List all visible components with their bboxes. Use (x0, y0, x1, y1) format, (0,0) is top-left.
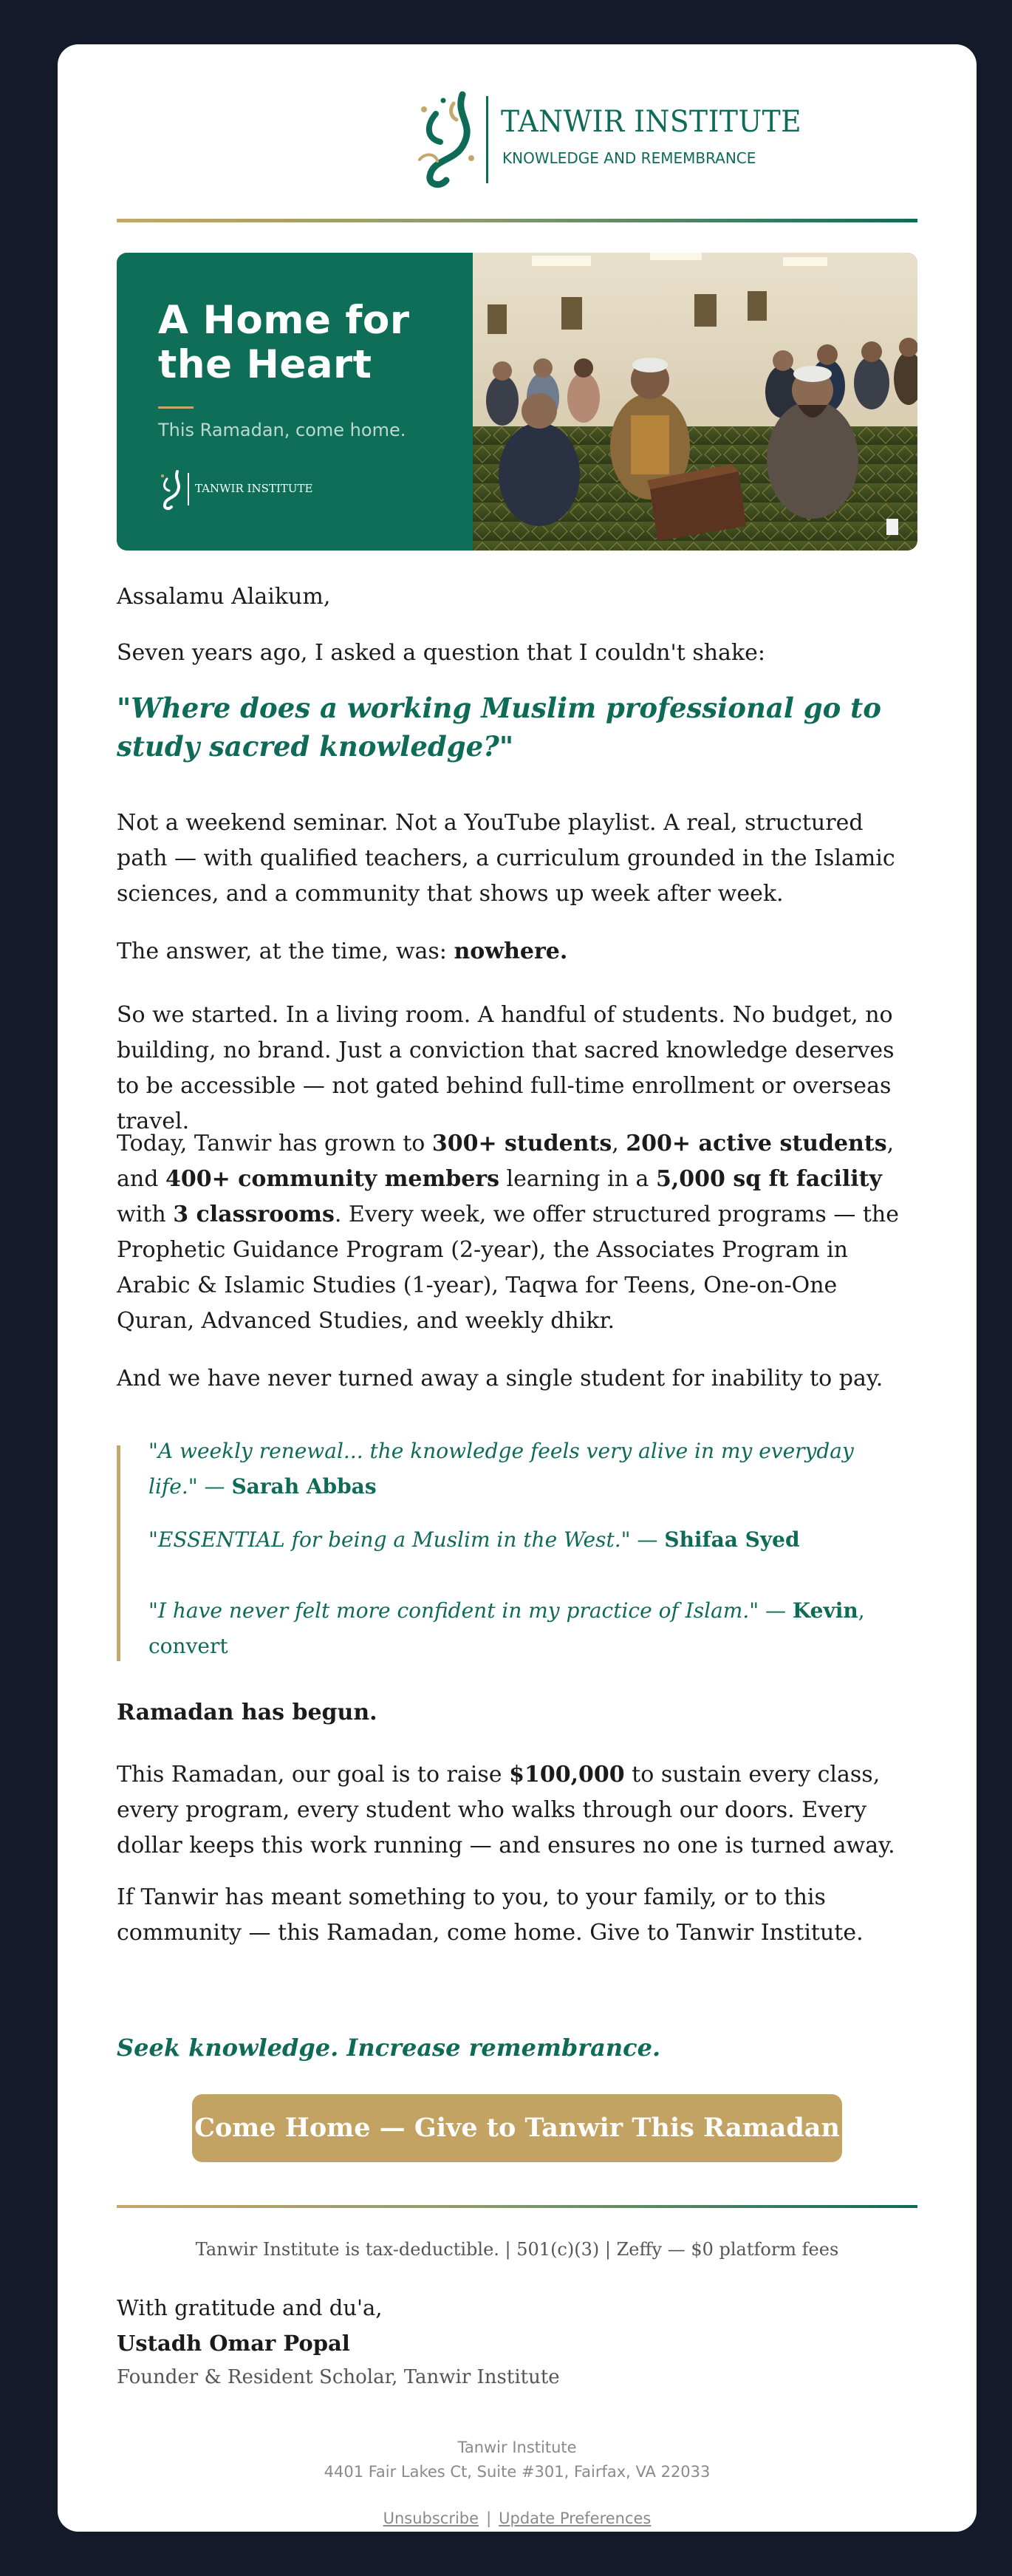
header-rule (117, 219, 917, 222)
testimonial (148, 1522, 909, 1558)
donate-button[interactable]: Come Home — Give to Tanwir This Ramadan (192, 2094, 842, 2162)
appeal-text: to sustain every class, every program, every student who walks through our doors. Every dollar keeps this work running — and ensures no one is turned away. (117, 1762, 895, 1858)
p4-text: with (117, 1202, 174, 1227)
testimonial-author: Shifaa Syed (664, 1527, 800, 1552)
p4-text: . Every week, we offer structured programs — the Prophetic Guidance Program (2-year), the Associates Program in Arabic & Islamic Studies (1-year), Taqwa for Teens, One-on-One Quran, Advanced Studies, and weekly dhikr. (117, 1202, 899, 1334)
hero-logo-icon (158, 467, 185, 511)
testimonial-quote: "ESSENTIAL for being a Muslim in the West." (148, 1527, 631, 1552)
stat-classrooms: 3 classrooms (173, 1202, 335, 1227)
logo-title: TANWIR INSTITUTE (501, 105, 802, 139)
testimonial-quote: "A weekly renewal... the knowledge feels very alive in my everyday life." (148, 1439, 854, 1499)
testimonial-quote: "I have never felt more confident in my practice of Islam." (148, 1598, 759, 1623)
email-card (58, 44, 977, 2532)
testimonial (148, 1593, 909, 1664)
paragraph-4 (117, 1126, 917, 1339)
closing-line: With gratitude and du'a, (117, 2295, 383, 2320)
paragraph-2 (117, 934, 917, 970)
hero-banner (117, 253, 917, 551)
p4-text: , and (117, 1131, 895, 1192)
signer-name: Ustadh Omar Popal (117, 2331, 350, 2356)
paragraph-5: And we have never turned away a single student for inability to pay. (117, 1366, 883, 1391)
unsubscribe-link[interactable]: Unsubscribe (383, 2509, 479, 2527)
stat-active-students: 200+ active students (626, 1131, 887, 1156)
paragraph-1: Not a weekend seminar. Not a YouTube playlist. A real, structured path — with qualified teachers, a curriculum grounded in the Islamic sciences, and a community that shows up week after week. (117, 810, 895, 907)
classroom-photo-icon (473, 253, 917, 551)
logo-subtitle: KNOWLEDGE AND REMEMBRANCE (502, 149, 756, 167)
paragraph-2-text: The answer, at the time, was: (117, 938, 454, 964)
hero-logo (158, 467, 321, 511)
testimonials-block (117, 1439, 917, 1661)
footer-link-separator: | (486, 2509, 492, 2527)
email-content (117, 44, 917, 2532)
intro-paragraph: Seven years ago, I asked a question that I couldn't shake: (117, 640, 765, 666)
hero-title-line2: the Heart (158, 342, 372, 387)
featured-question: "Where does a working Muslim professional go to study sacred knowledge?" (117, 692, 881, 763)
testimonial-dash: — (630, 1527, 665, 1552)
appeal-text: This Ramadan, our goal is to raise (117, 1762, 510, 1788)
appeal-heading: Ramadan has begun. (117, 1700, 377, 1725)
footer-address: 4401 Fair Lakes Ct, Suite #301, Fairfax, VA 22033 (324, 2463, 711, 2481)
logo-divider (486, 96, 488, 183)
hero-logo-text: TANWIR INSTITUTE (195, 482, 313, 495)
tanwir-calligraphy-logo-icon (411, 87, 482, 191)
hero-title-line1: A Home for (158, 298, 410, 343)
testimonial-author: Kevin (792, 1598, 858, 1623)
footer-org-name: Tanwir Institute (457, 2439, 577, 2456)
testimonial (148, 1434, 909, 1505)
paragraph-3: So we started. In a living room. A handful of students. No budget, no building, no brand. Just a conviction that sacred knowledge deserves to be accessible — not gated behind full-time enrollment or overseas travel. (117, 1002, 895, 1134)
footer-rule (117, 2205, 917, 2208)
testimonial-dash: — (759, 1598, 793, 1623)
p4-text: learning in a (499, 1166, 656, 1192)
update-preferences-link[interactable]: Update Preferences (499, 2509, 652, 2527)
header-logo (117, 87, 917, 198)
stat-students: 300+ students (431, 1131, 612, 1156)
testimonial-dash: — (197, 1474, 232, 1499)
stat-community: 400+ community members (165, 1166, 500, 1192)
hero-title (158, 299, 454, 387)
hero-gold-accent (158, 406, 194, 409)
hero-text-panel (117, 253, 473, 551)
footer-links (117, 2509, 917, 2527)
p4-text: , (612, 1131, 626, 1156)
paragraph-2-bold: nowhere. (454, 938, 568, 964)
stat-facility: 5,000 sq ft facility (655, 1166, 882, 1192)
appeal-paragraph-1 (117, 1757, 917, 1864)
greeting: Assalamu Alaikum, (117, 584, 331, 610)
hero-subtitle: This Ramadan, come home. (158, 420, 406, 440)
tagline: Seek knowledge. Increase remembrance. (117, 2034, 661, 2062)
testimonial-author: Sarah Abbas (231, 1474, 377, 1499)
signer-title: Founder & Resident Scholar, Tanwir Institute (117, 2366, 560, 2388)
appeal-paragraph-2: If Tanwir has meant something to you, to your family, or to this community — this Ramadan, come home. Give to Tanwir Institute. (117, 1884, 864, 1946)
p4-text: Today, Tanwir has grown to (117, 1131, 432, 1156)
tax-note: Tanwir Institute is tax-deductible. | 501(c)(3) | Zeffy — $0 platform fees (195, 2239, 839, 2260)
testimonial-suffix: , convert (148, 1598, 865, 1658)
appeal-goal-amount: $100,000 (509, 1762, 625, 1788)
hero-logo-divider (188, 473, 189, 505)
